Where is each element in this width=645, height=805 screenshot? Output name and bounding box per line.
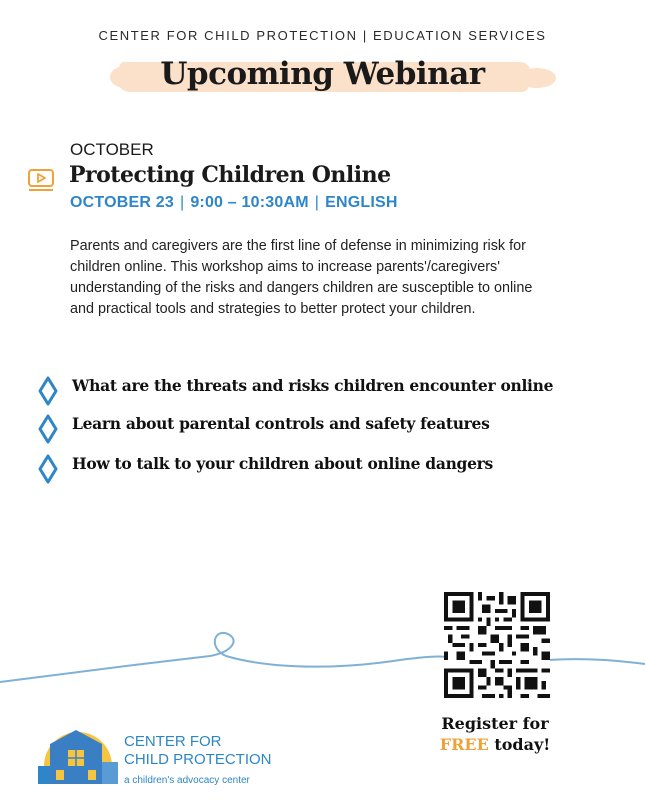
page-title: Upcoming Webinar — [160, 56, 485, 92]
video-play-icon — [26, 167, 56, 193]
register-line-2 — [420, 734, 570, 755]
house-sun-logo-icon — [36, 722, 120, 788]
separator: | — [179, 194, 185, 211]
qr-code[interactable] — [444, 592, 550, 698]
logo-text-line1: CENTER FOR — [124, 733, 222, 750]
event-time: 9:00 – 10:30AM — [190, 194, 309, 211]
bullet-text: Learn about parental controls and safety features — [72, 414, 490, 433]
register-line: Register for — [441, 714, 549, 733]
bullet-text: What are the threats and risks children encounter online — [72, 376, 554, 395]
separator: | — [314, 194, 320, 211]
event-month: OCTOBER — [70, 140, 154, 159]
diamond-icon — [38, 454, 58, 484]
org-department-line: CENTER FOR CHILD PROTECTION | EDUCATION SERVICES — [98, 28, 547, 43]
diamond-icon — [38, 414, 58, 444]
register-cta — [420, 713, 570, 755]
logo-tagline: a children's advocacy center — [124, 775, 250, 786]
register-today: today! — [488, 735, 551, 754]
bullet-text: How to talk to your children about online dangers — [72, 454, 493, 473]
event-description: Parents and caregivers are the first line of defense in minimizing risk for children online. This workshop aims to increase parents'/caregivers' understanding of the risks and dangers children are susceptible to online and practical tools and strategies to better protect your children. — [70, 238, 533, 317]
event-meta — [70, 194, 398, 212]
diamond-icon — [38, 376, 58, 406]
event-date: OCTOBER 23 — [70, 194, 174, 211]
event-language: ENGLISH — [325, 194, 398, 211]
event-title: Protecting Children Online — [69, 162, 391, 188]
logo-text-line2: CHILD PROTECTION — [124, 751, 272, 768]
free-highlight: FREE — [439, 735, 489, 754]
